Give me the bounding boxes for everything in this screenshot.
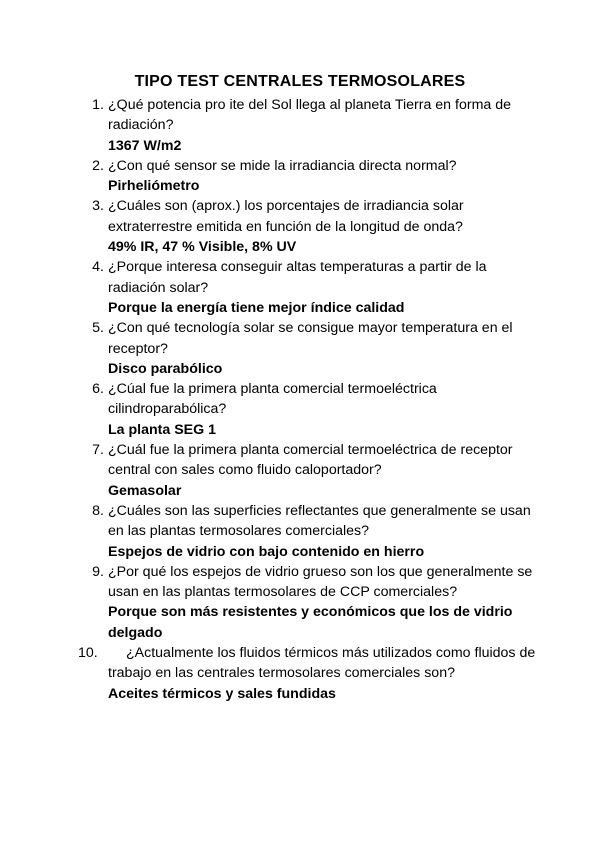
page-title: TIPO TEST CENTRALES TERMOSOLARES <box>134 73 466 90</box>
answer-text: Pirheliómetro <box>108 178 200 195</box>
question-number: 1. <box>92 97 104 113</box>
question-item <box>0 501 600 562</box>
question-list <box>0 95 600 704</box>
question-text: ¿Cuál fue la primera planta comercial termoeléctrica de receptor central con sales como fluido caloportador? <box>108 442 513 479</box>
answer-text: Gemasolar <box>108 482 182 499</box>
question-text: ¿Con qué sensor se mide la irradiancia directa normal? <box>108 157 457 174</box>
question-number: 10. <box>78 645 98 662</box>
question-number: 3. <box>92 198 104 215</box>
answer-text: La planta SEG 1 <box>108 421 217 438</box>
question-item <box>0 95 600 156</box>
answer-text: Aceites térmicos y sales fundidas <box>108 685 336 702</box>
answer-text: Disco parabólico <box>108 360 223 377</box>
question-number: 2. <box>92 157 104 174</box>
question-item <box>0 257 600 318</box>
answer-text: Espejos de vidrio con bajo contenido en hierro <box>108 543 425 560</box>
question-number: 9. <box>92 563 104 580</box>
question-number: 4. <box>92 259 104 276</box>
question-item <box>0 643 600 704</box>
question-text: ¿Actualmente los fluidos térmicos más utilizados como fluidos de trabajo en las centrales termosolares comerciales son? <box>108 645 536 682</box>
question-text: ¿Cúal fue la primera planta comercial termoeléctrica cilindroparabólica? <box>108 381 437 418</box>
question-item <box>0 196 600 257</box>
question-text: ¿Por qué los espejos de vidrio grueso son los que generalmente se usan en las plantas termosolares de CCP comerciales? <box>108 563 533 601</box>
question-text: ¿Porque interesa conseguir altas temperaturas a partir de la radiación solar? <box>108 259 487 296</box>
question-item <box>0 379 600 440</box>
question-number: 7. <box>92 442 104 459</box>
answer-text: 1367 W/m2 <box>108 137 182 154</box>
question-item <box>0 440 600 501</box>
question-text: ¿Cuáles son las superficies reflectantes que generalmente se usan en las plantas termosolares comerciales? <box>108 502 531 540</box>
question-item <box>0 562 600 643</box>
answer-text: Porque son más resistentes y económicos que los de vidrio delgado <box>108 604 513 641</box>
answer-text: Porque la energía tiene mejor índice calidad <box>108 299 405 316</box>
question-number: 6. <box>92 381 104 398</box>
answer-text: 49% IR, 47 % Visible, 8% UV <box>108 239 297 256</box>
question-item <box>0 156 600 197</box>
question-number: 5. <box>92 320 104 337</box>
question-text: ¿Cuáles son (aprox.) los porcentajes de irradiancia solar extraterrestre emitida en función de la longitud de onda? <box>108 198 464 235</box>
question-text: ¿Qué potencia pro ite del Sol llega al planeta Tierra en forma de radiación? <box>108 97 512 134</box>
question-item <box>0 318 600 379</box>
question-number: 8. <box>92 502 104 519</box>
question-text: ¿Con qué tecnología solar se consigue mayor temperatura en el receptor? <box>108 320 513 357</box>
